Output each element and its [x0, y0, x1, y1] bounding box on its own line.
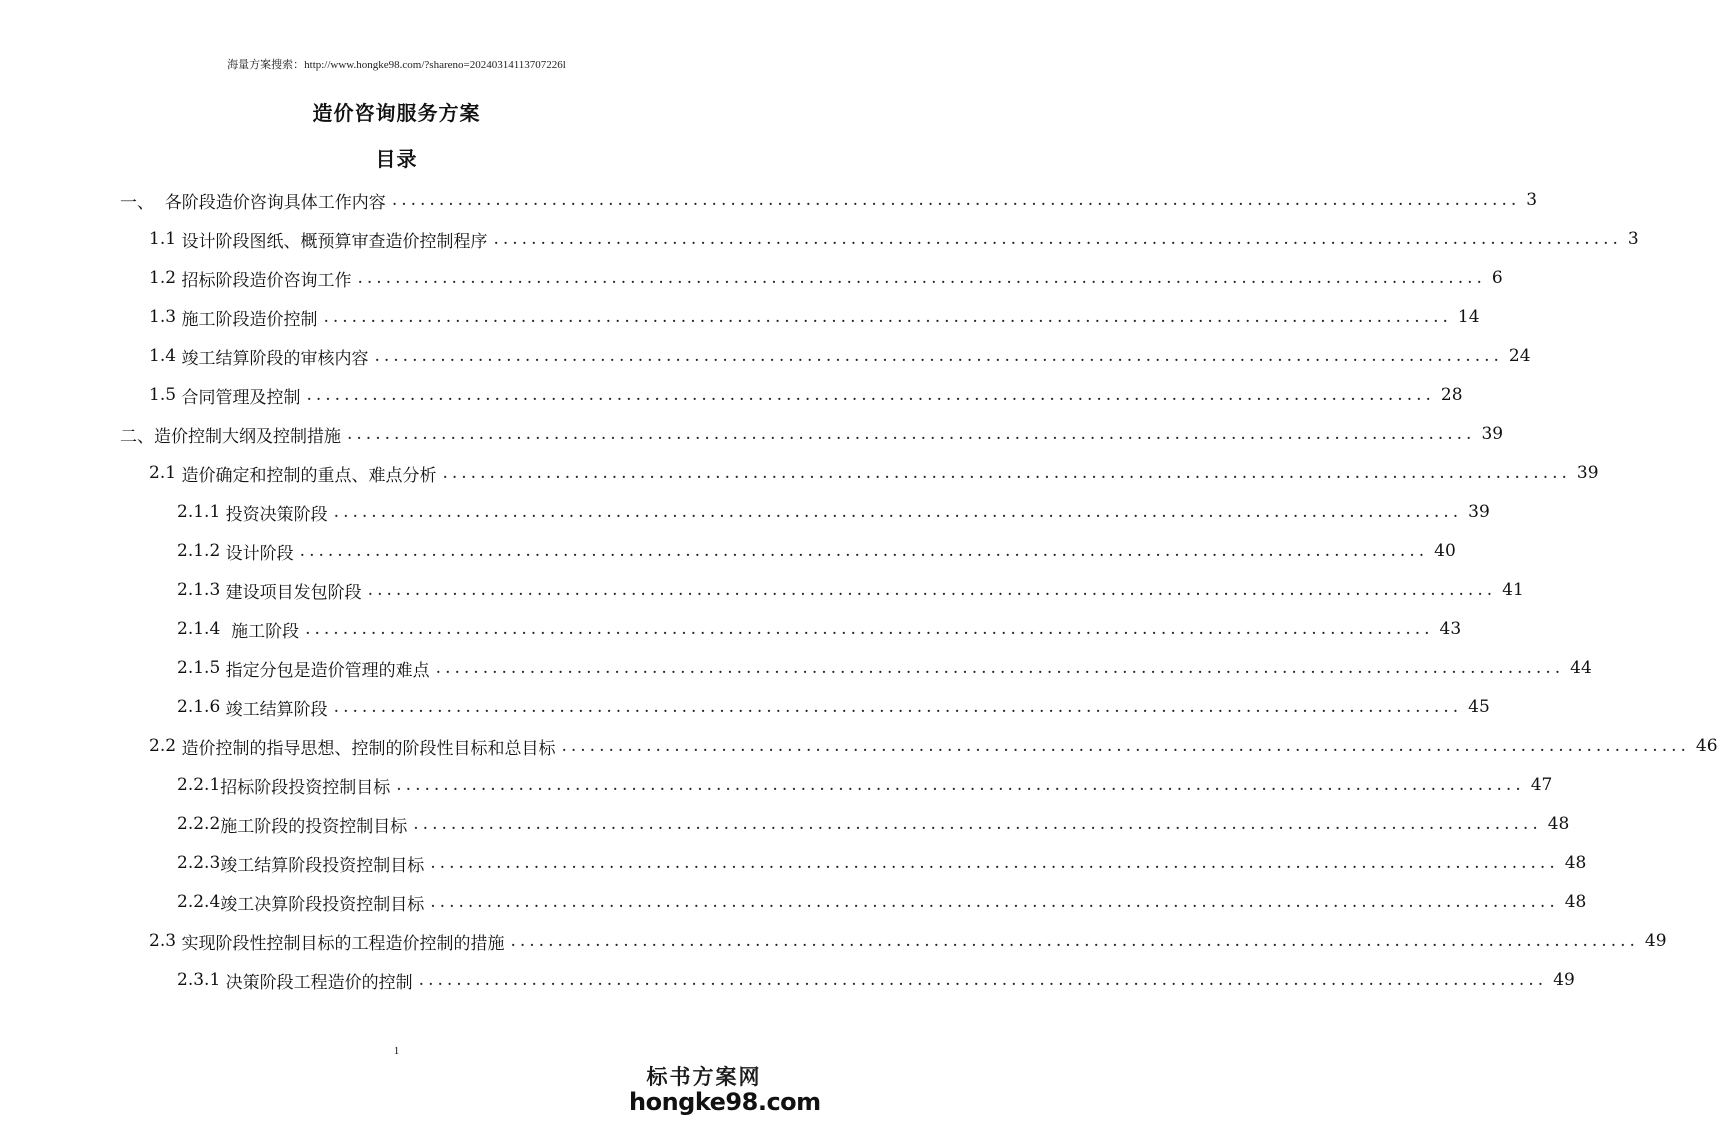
toc-entry-title: 竣工结算阶段	[225, 699, 328, 720]
toc-entry-page: 28	[1440, 385, 1463, 405]
toc-entry-title: 施工阶段	[231, 621, 300, 642]
toc-entry-title: 竣工结算阶段的审核内容	[181, 348, 369, 369]
toc-entry[interactable]	[177, 532, 1456, 570]
toc-entry-title: 招标阶段造价咨询工作	[181, 270, 352, 291]
toc-entry-title: 竣工结算阶段投资控制目标	[220, 855, 425, 876]
toc-entry-page: 6	[1491, 268, 1503, 288]
toc-entry-title: 建设项目发包阶段	[225, 582, 362, 603]
toc-entry[interactable]	[149, 727, 1718, 765]
toc-entry-number: 二、	[120, 426, 154, 447]
toc-entry[interactable]	[149, 220, 1639, 258]
toc-dot-leader: ........................................................................................................................	[430, 892, 1559, 912]
toc-entry-title: 实现阶段性控制目标的工程造价控制的措施	[181, 933, 505, 954]
toc-entry-page: 39	[1576, 463, 1599, 483]
watermark-title: 标书方案网	[646, 1065, 762, 1089]
toc-entry-page: 49	[1553, 970, 1575, 990]
toc-entry[interactable]	[149, 454, 1599, 492]
toc-entry[interactable]	[177, 571, 1524, 609]
toc-entry-page: 40	[1434, 541, 1456, 561]
toc-entry-number: 1.4	[149, 346, 182, 366]
toc-dot-leader: ........................................................................................................................	[391, 190, 1521, 210]
toc-entry[interactable]	[149, 298, 1480, 336]
toc-entry-number: 2.1.5	[177, 658, 226, 678]
toc-dot-leader: ........................................................................................................................	[442, 463, 1571, 483]
toc-entry-page: 41	[1502, 580, 1524, 600]
toc-entry-page: 3	[1526, 190, 1538, 210]
toc-entry-title: 设计阶段	[225, 543, 294, 564]
toc-dot-leader: ........................................................................................................................	[305, 619, 1434, 639]
toc-entry-number: 1.2	[149, 268, 182, 288]
document-title: 造价咨询服务方案	[312, 101, 481, 125]
toc-entry-title: 造价控制大纲及控制措施	[154, 426, 341, 447]
toc-entry[interactable]	[149, 259, 1503, 297]
toc-entry-page: 45	[1468, 697, 1490, 717]
toc-entry-title: 竣工决算阶段投资控制目标	[220, 894, 425, 915]
toc-entry-number: 2.2.3	[177, 853, 221, 873]
toc-entry-page: 39	[1468, 502, 1490, 522]
toc-entry-title: 决策阶段工程造价的控制	[225, 972, 413, 993]
toc-entry-title: 施工阶段的投资控制目标	[220, 816, 408, 837]
toc-entry-number: 2.1.6	[177, 697, 226, 717]
toc-entry-page: 43	[1439, 619, 1462, 639]
toc-dot-leader: ........................................................................................................................	[493, 229, 1622, 249]
toc-dot-leader: ........................................................................................................................	[306, 385, 1435, 405]
toc-entry-number: 2.2.1	[177, 775, 221, 795]
toc-dot-leader: ........................................................................................................................	[357, 268, 1486, 288]
toc-entry[interactable]	[177, 610, 1462, 648]
toc-entry[interactable]	[177, 688, 1490, 726]
toc-dot-leader: ........................................................................................................................	[374, 346, 1503, 366]
toc-entry-number: 2.1	[149, 463, 182, 483]
toc-entry[interactable]	[120, 415, 1504, 453]
toc-entry-page: 14	[1457, 307, 1480, 327]
toc-entry-number: 1.5	[149, 385, 182, 405]
toc-dot-leader: ........................................................................................................................	[333, 697, 1463, 717]
toc-entry-number: 2.2.2	[177, 814, 221, 834]
toc-title: 目录	[375, 147, 418, 171]
toc-dot-leader: ........................................................................................................................	[413, 814, 1542, 834]
toc-dot-leader: ........................................................................................................................	[333, 502, 1463, 522]
toc-entry-number: 一、	[120, 192, 165, 213]
toc-entry-title: 投资决策阶段	[225, 504, 328, 525]
toc-dot-leader: ........................................................................................................................	[323, 307, 1452, 327]
toc-entry-page: 44	[1570, 658, 1592, 678]
toc-entry-title: 设计阶段图纸、概预算审查造价控制程序	[181, 231, 488, 252]
toc-entry-page: 48	[1547, 814, 1570, 834]
toc-entry-page: 48	[1564, 853, 1587, 873]
page-number: 1	[393, 1045, 400, 1057]
toc-dot-leader: ........................................................................................................................	[418, 970, 1548, 990]
toc-entry-page: 48	[1564, 892, 1587, 912]
toc-dot-leader: ........................................................................................................................	[561, 736, 1690, 756]
toc-entry-number: 2.3	[149, 931, 182, 951]
toc-entry-title: 招标阶段投资控制目标	[220, 777, 391, 798]
toc-dot-leader: ........................................................................................................................	[367, 580, 1497, 600]
toc-entry-number: 1.3	[149, 307, 182, 327]
toc-dot-leader: ........................................................................................................................	[435, 658, 1565, 678]
watermark-domain: hongke98.com	[629, 1088, 821, 1116]
toc-dot-leader: ........................................................................................................................	[510, 931, 1639, 951]
toc-dot-leader: ........................................................................................................................	[299, 541, 1429, 561]
toc-entry[interactable]	[177, 766, 1553, 804]
toc-entry-number: 1.1	[149, 229, 182, 249]
toc-entry[interactable]	[149, 337, 1531, 375]
toc-entry[interactable]	[177, 493, 1490, 531]
toc-entry-number: 2.3.1	[177, 970, 226, 990]
toc-entry-page: 49	[1644, 931, 1667, 951]
toc-entry-title: 合同管理及控制	[181, 387, 301, 408]
toc-entry[interactable]	[177, 649, 1592, 687]
toc-dot-leader: ........................................................................................................................	[396, 775, 1525, 795]
toc-entry[interactable]	[149, 922, 1667, 960]
toc-dot-leader: ........................................................................................................................	[430, 853, 1559, 873]
toc-entry[interactable]	[149, 376, 1463, 414]
toc-entry-title: 指定分包是造价管理的难点	[225, 660, 430, 681]
toc-entry-number: 2.1.4	[177, 619, 232, 639]
toc-entry-page: 46	[1695, 736, 1718, 756]
toc-entry[interactable]	[177, 883, 1587, 921]
toc-entry-page: 39	[1481, 424, 1504, 444]
toc-entry-page: 47	[1530, 775, 1553, 795]
toc-entry-page: 24	[1508, 346, 1531, 366]
toc-entry[interactable]	[177, 961, 1575, 999]
toc-entry-number: 2.1.2	[177, 541, 226, 561]
header-url: 海量方案搜索：http://www.hongke98.com/?shareno=20240314113707226l	[227, 59, 566, 71]
toc-entry-number: 2.1.3	[177, 580, 226, 600]
toc-dot-leader: ........................................................................................................................	[347, 424, 1476, 444]
toc-entry-title: 造价确定和控制的重点、难点分析	[181, 465, 437, 486]
toc-entry-number: 2.2.4	[177, 892, 221, 912]
toc-entry-page: 3	[1627, 229, 1639, 249]
toc-entry-title: 施工阶段造价控制	[181, 309, 318, 330]
toc-entry-title: 造价控制的指导思想、控制的阶段性目标和总目标	[181, 738, 556, 759]
toc-entry[interactable]	[177, 805, 1570, 843]
toc-entry-number: 2.1.1	[177, 502, 226, 522]
toc-entry-title: 各阶段造价咨询具体工作内容	[164, 192, 386, 213]
toc-entry-number: 2.2	[149, 736, 182, 756]
toc-entry[interactable]	[120, 181, 1538, 219]
toc-entry[interactable]	[177, 844, 1587, 882]
watermark-logo	[629, 1065, 821, 1116]
